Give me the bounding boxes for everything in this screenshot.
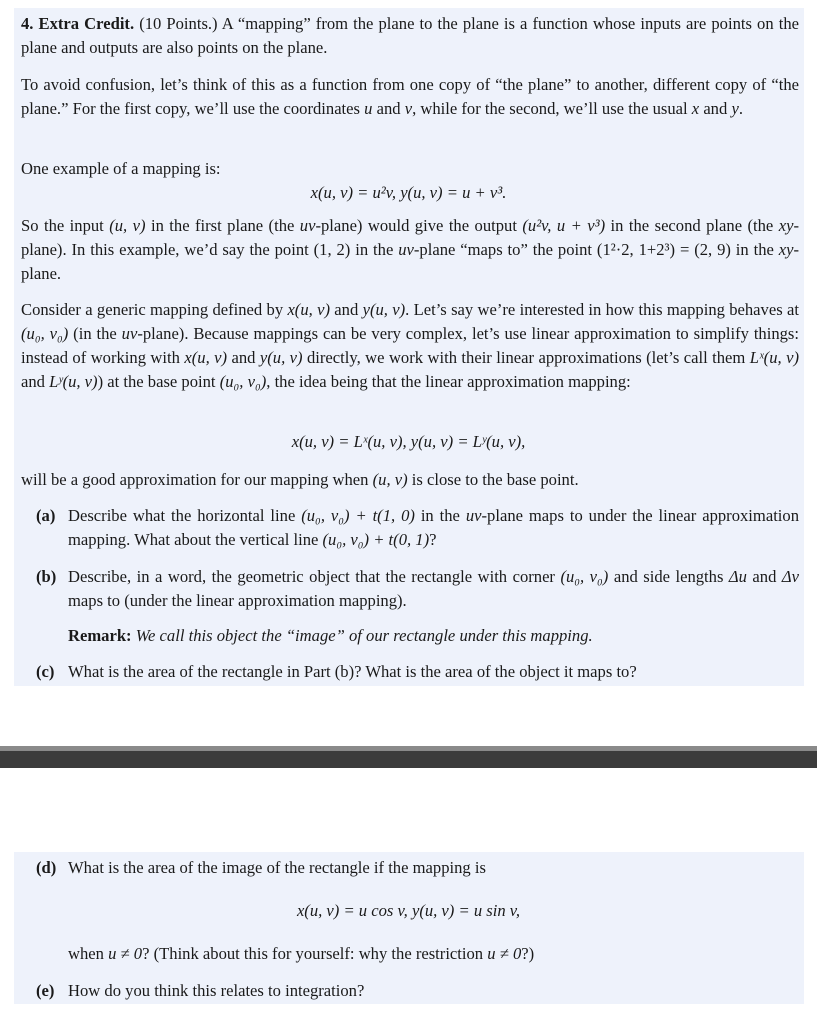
math-condition: u ≠ 0 [108,944,143,963]
text: in the [414,506,466,525]
part-d-label: (d) [36,858,57,877]
math-condition: u ≠ 0 [487,944,522,963]
text: and [329,300,363,319]
example-formula: x(u, v) = u²v, y(u, v) = u + v³. [310,183,507,202]
math-base-point: (u₀, v₀) [219,372,267,391]
part-c [36,660,799,684]
math-xy: xy [778,240,794,259]
math-y-uv: y(u, v) [259,348,303,367]
text: and [699,99,732,118]
text: -plane). In this example, we’d say the point [21,216,799,259]
part-b-label: (b) [36,567,57,586]
text: and [227,348,260,367]
text: when [68,944,109,963]
text: ?) [521,944,535,963]
text: will be a good approximation for our mapping when [21,470,373,489]
math-result: (1²·2, 1+2³) = (2, 9) [596,240,731,259]
paragraph-good-approximation [21,468,799,492]
part-e-label: (e) [36,981,55,1000]
part-c-text: What is the area of the rectangle in Part (b)? What is the area of the object it maps to? [68,662,637,681]
math-output: (u²v, u + v³) [522,216,606,235]
part-d-condition [36,942,799,966]
text: (in the [68,324,122,343]
text: in the second plane (the [605,216,779,235]
part-e [36,979,799,1003]
math-x-uv: x(u, v) [287,300,330,319]
problem-intro [21,12,799,60]
text: in the [350,240,399,259]
example-text: One example of a mapping is: [21,159,221,178]
math-y-uv: y(u, v) [362,300,406,319]
remark-text: We call this object the “image” of our rectangle under this mapping. [135,626,593,645]
part-a-label: (a) [36,506,56,525]
math-uv: (u, v) [372,470,408,489]
text: -plane). Because mappings can be very complex, let’s use linear approximation to simplify things: instead of working with [21,324,799,367]
text: and [21,372,50,391]
text: To avoid confusion, let’s think of this as a function from one copy of “the plane” to another, different copy of “the plane.” For the first copy, we’ll use the coordinates [21,75,799,118]
text: is close to the base point. [407,470,579,489]
text: Describe what the horizontal line [68,506,302,525]
polar-mapping-formula: x(u, v) = u cos v, y(u, v) = u sin v, [296,901,521,920]
remark [68,624,799,648]
math-x: x [691,99,700,118]
text: and [372,99,405,118]
math-horizontal-line: (u₀, v₀) + t(1, 0) [301,506,415,525]
part-e-text: How do you think this relates to integration? [68,981,365,1000]
text: maps to (under the linear approximation mapping). [68,591,407,610]
text: So the input [21,216,110,235]
text: Describe, in a word, the geometric object that the rectangle with corner [68,567,561,586]
math-uv-plane: uv [299,216,316,235]
text: in the [730,240,779,259]
text: Consider a generic mapping defined by [21,300,288,319]
paragraph-coordinates [21,73,799,121]
text: -plane “maps to” the point [413,240,597,259]
text: ? [429,530,437,549]
text: , while for the second, we’ll use the usual [412,99,692,118]
linear-approximation-formula: x(u, v) = Lˣ(u, v), y(u, v) = Lʸ(u, v), [291,432,526,451]
text: . [738,99,743,118]
text: -plane) would give the output [315,216,523,235]
paragraph-linear-approximation [21,298,799,394]
math-u: u [364,99,373,118]
text: , the idea being that the linear approximation mapping: [266,372,631,391]
math-lx: Lˣ(u, v) [749,348,799,367]
problem-number: 4. Extra Credit. [21,14,135,33]
math-uv: (u, v) [109,216,146,235]
page-divider [0,751,817,768]
math-ly: Lʸ(u, v) [49,372,98,391]
paragraph-example-explanation [21,214,799,286]
math-delta-v: Δv [781,567,799,586]
math-corner: (u₀, v₀) [560,567,609,586]
part-d [36,856,799,880]
problem-intro-text: A “mapping” from the plane to the plane is a function whose inputs are points on the plane and outputs are also points on the plane. [21,14,799,57]
part-b [36,565,799,613]
text: and [746,567,782,586]
math-uv-plane: uv [121,324,138,343]
text: ? (Think about this for yourself: why the restriction [142,944,488,963]
text: . Let’s say we’re interested in how this mapping behaves at [405,300,799,319]
math-x-uv: x(u, v) [184,348,228,367]
text: -plane. [21,240,800,283]
math-v: v [404,99,413,118]
text: and side lengths [608,567,729,586]
math-delta-u: Δu [728,567,747,586]
math-xy: xy [778,216,794,235]
part-c-label: (c) [36,662,55,681]
text: directly, we work with their linear approximations (let’s call them [302,348,750,367]
problem-points: (10 Points.) [139,14,218,33]
math-point: (1, 2) [313,240,351,259]
math-base-point: (u₀, v₀) [21,324,69,343]
text: -plane maps to under the linear approximation mapping. What about the vertical line [68,506,800,549]
math-uv-plane: uv [398,240,414,259]
text: in the first plane (the [145,216,300,235]
paragraph-example [21,157,799,181]
part-d-text: What is the area of the image of the rectangle if the mapping is [68,858,486,877]
text: ) at the base point [97,372,220,391]
math-vertical-line: (u₀, v₀) + t(0, 1) [322,530,430,549]
math-uv-plane: uv [465,506,482,525]
remark-label: Remark: [68,626,132,645]
part-a [36,504,799,552]
math-y: y [731,99,739,118]
